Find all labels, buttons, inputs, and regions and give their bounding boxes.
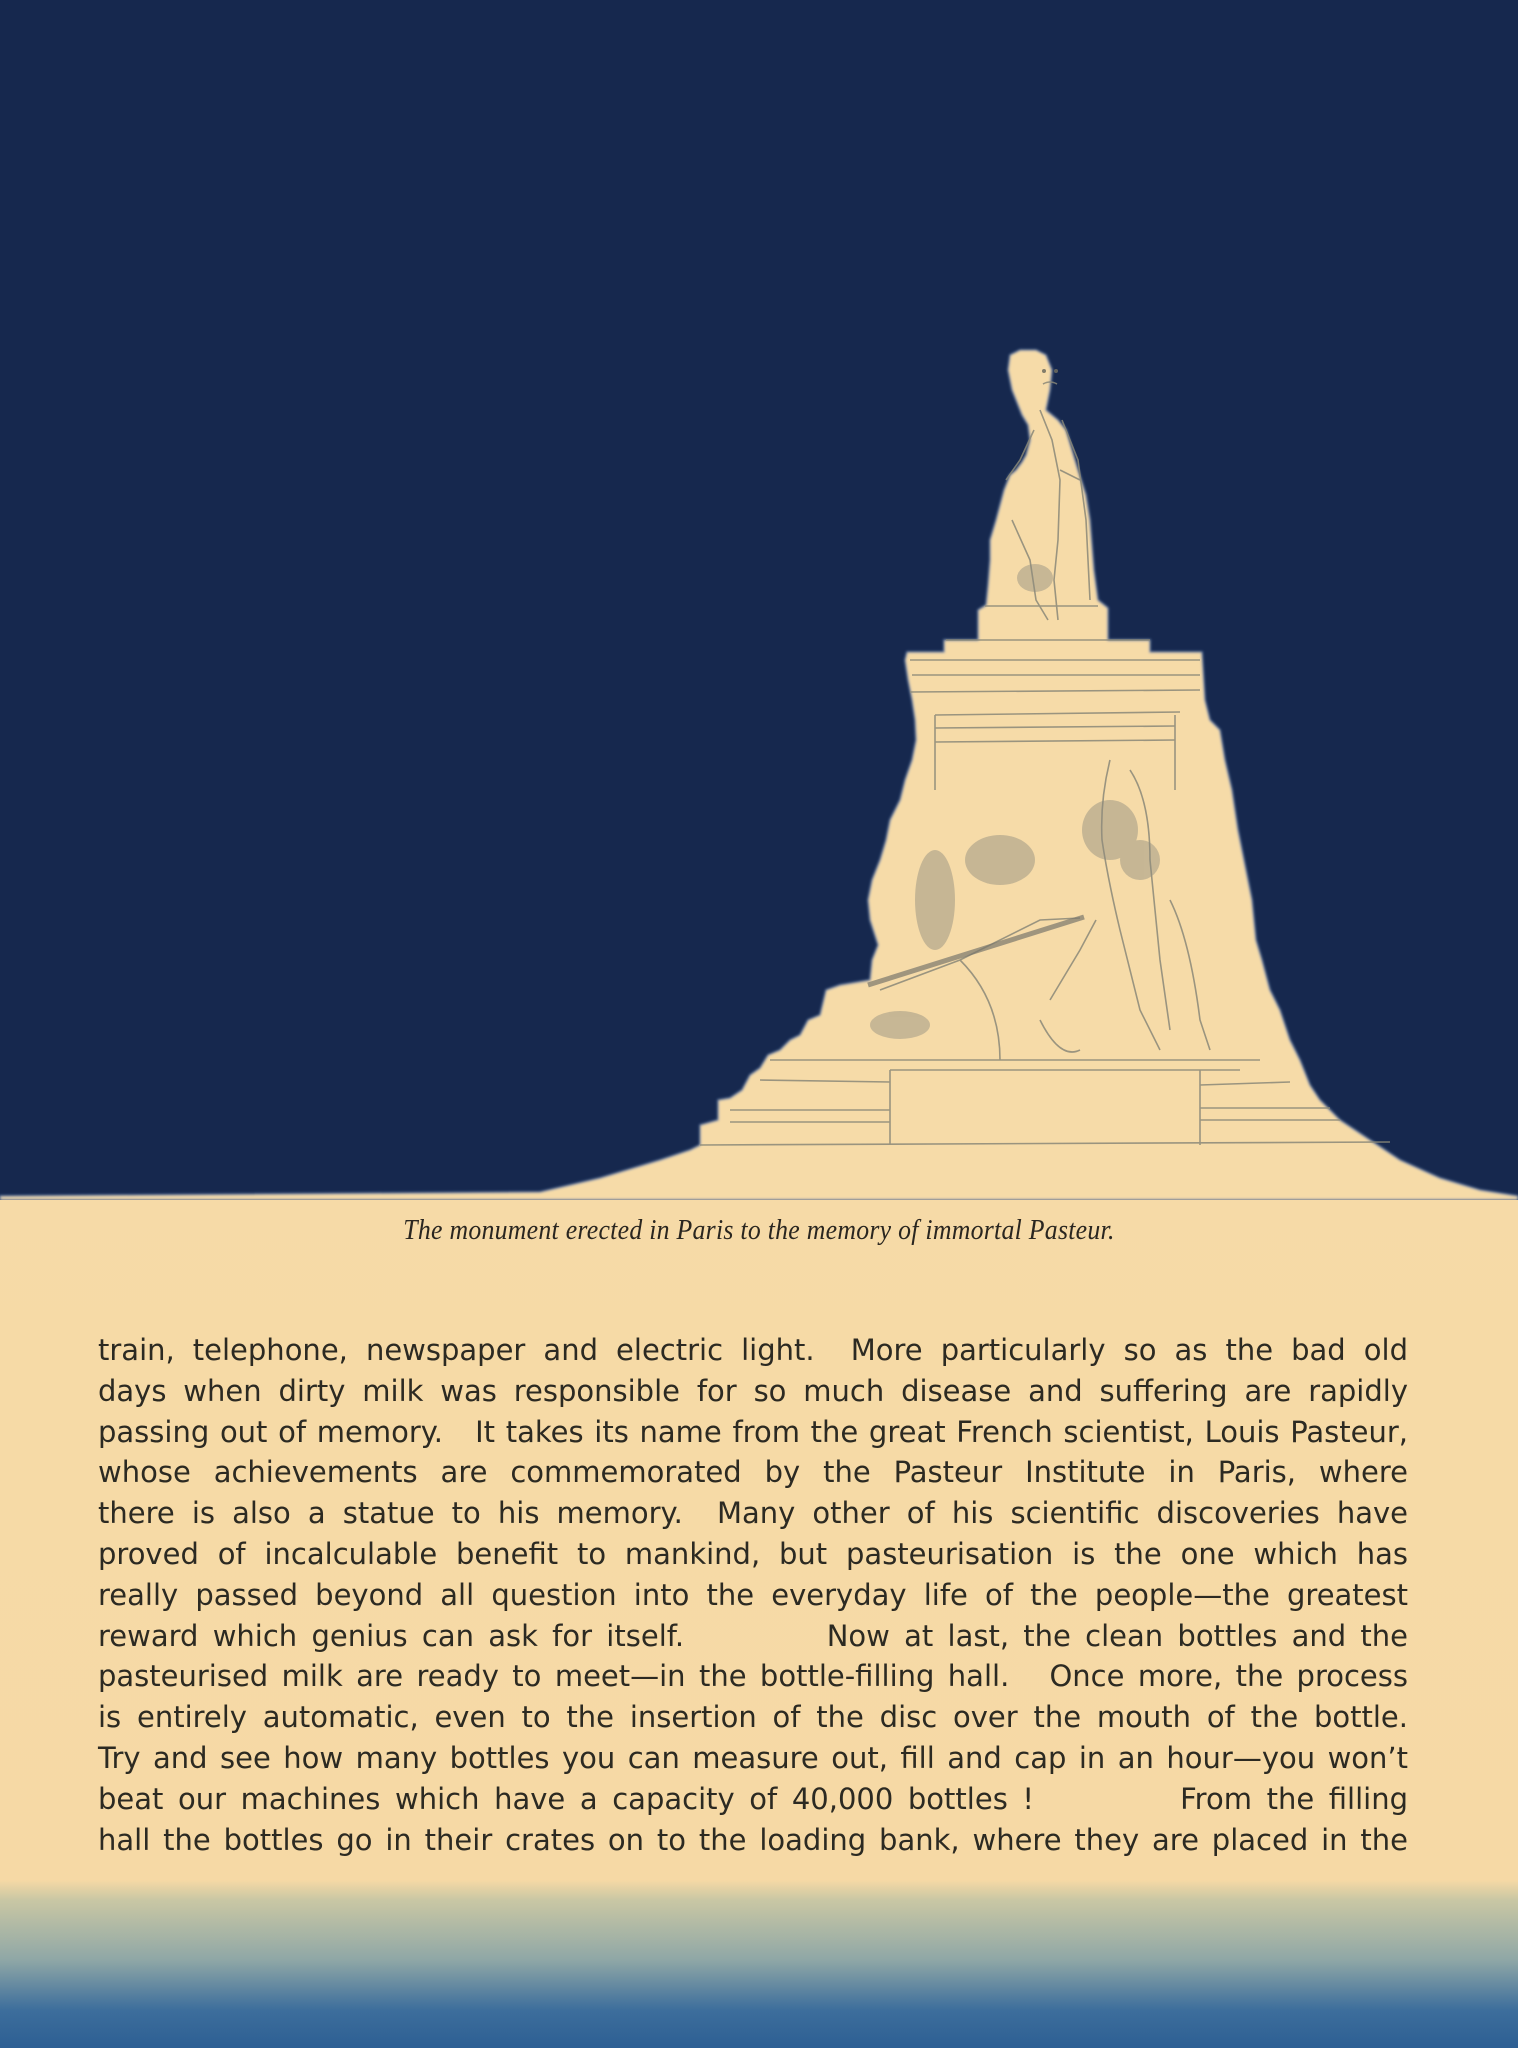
text-line-content: days when dirty milk was responsible for so much disease and suffering are rapidly bbox=[98, 1373, 1408, 1408]
text-line-content: Try and see how many bottles you can measure out, fill and cap in an hour—you won’t bbox=[98, 1740, 1408, 1775]
text-line bbox=[98, 1616, 1408, 1657]
text-line-content: really passed beyond all question into the everyday life of the people—the greatest bbox=[98, 1577, 1408, 1612]
text-line bbox=[98, 1656, 1408, 1697]
text-line-content: passing out of memory. It takes its name from the great French scientist, Louis Pasteur, bbox=[98, 1414, 1408, 1449]
body-paragraph bbox=[98, 1330, 1408, 1860]
text-line bbox=[98, 1452, 1408, 1493]
text-line-content: proved of incalculable benefit to mankind, but pasteurisation is the one which has bbox=[98, 1536, 1408, 1571]
text-line-content: whose achievements are commemorated by the Pasteur Institute in Paris, where bbox=[98, 1455, 1408, 1490]
text-line bbox=[98, 1534, 1408, 1575]
text-line bbox=[98, 1820, 1408, 1861]
text-line-content: reward which genius can ask for itself. Now at last, the clean bottles and the bbox=[98, 1618, 1408, 1653]
text-line-content: train, telephone, newspaper and electric light. More particularly so as the bad old bbox=[98, 1333, 1408, 1367]
text-line-content: there is also a statue to his memory. Many other of his scientific discoveries have bbox=[98, 1496, 1408, 1531]
text-line-content: beat our machines which have a capacity of 40,000 bottles ! From the filling bbox=[98, 1781, 1408, 1816]
text-line bbox=[98, 1738, 1408, 1779]
text-line-content: hall the bottles go in their crates on to the loading bank, where they are placed in the bbox=[98, 1822, 1408, 1857]
text-line bbox=[98, 1779, 1408, 1820]
illustration-caption: The monument erected in Paris to the memory of immortal Pasteur. bbox=[403, 1215, 1115, 1246]
text-line bbox=[98, 1412, 1408, 1453]
text-line bbox=[98, 1330, 1408, 1371]
text-line bbox=[98, 1575, 1408, 1616]
text-line bbox=[98, 1493, 1408, 1534]
text-line bbox=[98, 1371, 1408, 1412]
text-line bbox=[98, 1697, 1408, 1738]
text-line-content: pasteurised milk are ready to meet—in the bottle-filling hall. Once more, the process bbox=[98, 1659, 1408, 1694]
text-line-content: is entirely automatic, even to the insertion of the disc over the mouth of the bottle. bbox=[98, 1700, 1408, 1735]
